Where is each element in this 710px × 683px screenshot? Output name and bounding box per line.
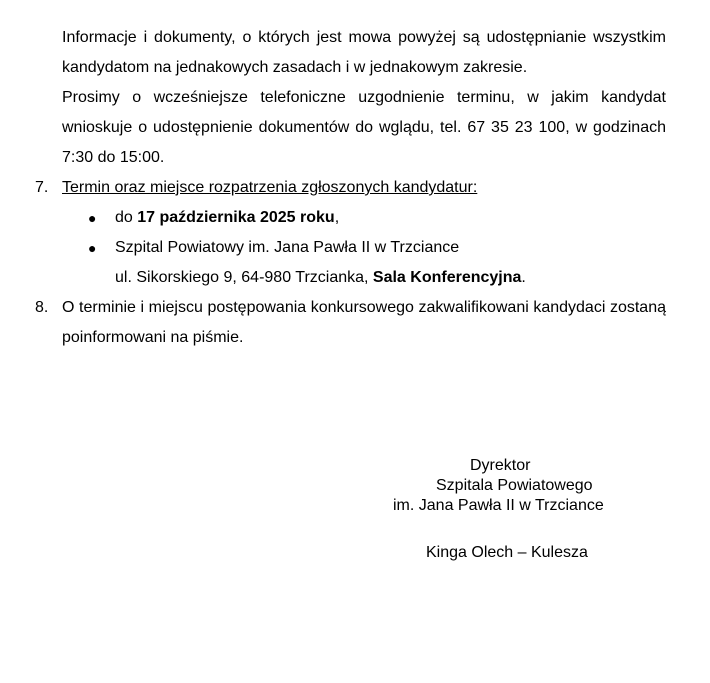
- bullet-1-text: do 17 października 2025 roku,: [115, 209, 340, 226]
- bullet-2-line-2: ul. Sikorskiego 9, 64-980 Trzcianka, Sala Konferencyjna.: [115, 269, 526, 286]
- item-7-heading: Termin oraz miejsce rozpatrzenia zgłoszonych kandydatur:: [62, 179, 478, 196]
- item-8-text: O terminie i miejscu postępowania konkursowego zakwalifikowani kandydaci zostaną poinformowani na piśmie.: [62, 299, 666, 346]
- room-name: Sala Konferencyjna: [372, 269, 522, 286]
- deadline-date: 17 października 2025 roku: [137, 209, 335, 226]
- intro-paragraph-1: Informacje i dokumenty, o których jest mowa powyżej są udostępnianie wszystkim kandydatom na jednakowych zasadach i w jednakowym zakresie.: [62, 29, 666, 76]
- bullet-icon: ●: [88, 240, 97, 256]
- item-7-number: 7.: [35, 179, 49, 196]
- signature-name: Kinga Olech – Kulesza: [426, 544, 588, 561]
- item-8-number: 8.: [35, 299, 49, 316]
- signature-institution: Szpitala Powiatowego: [436, 477, 593, 494]
- signature-title: Dyrektor: [470, 457, 531, 474]
- bullet-2-line-1: Szpital Powiatowy im. Jana Pawła II w Trzciance: [115, 239, 460, 256]
- intro-paragraph-2: Prosimy o wcześniejsze telefoniczne uzgodnienie terminu, w jakim kandydat wnioskuje o udostępnienie dokumentów do wglądu, tel. 67 35 23 100, w godzinach 7:30 do 15:00.: [62, 89, 666, 166]
- signature-institution-name: im. Jana Pawła II w Trzciance: [393, 497, 604, 514]
- bullet-icon: ●: [88, 210, 97, 226]
